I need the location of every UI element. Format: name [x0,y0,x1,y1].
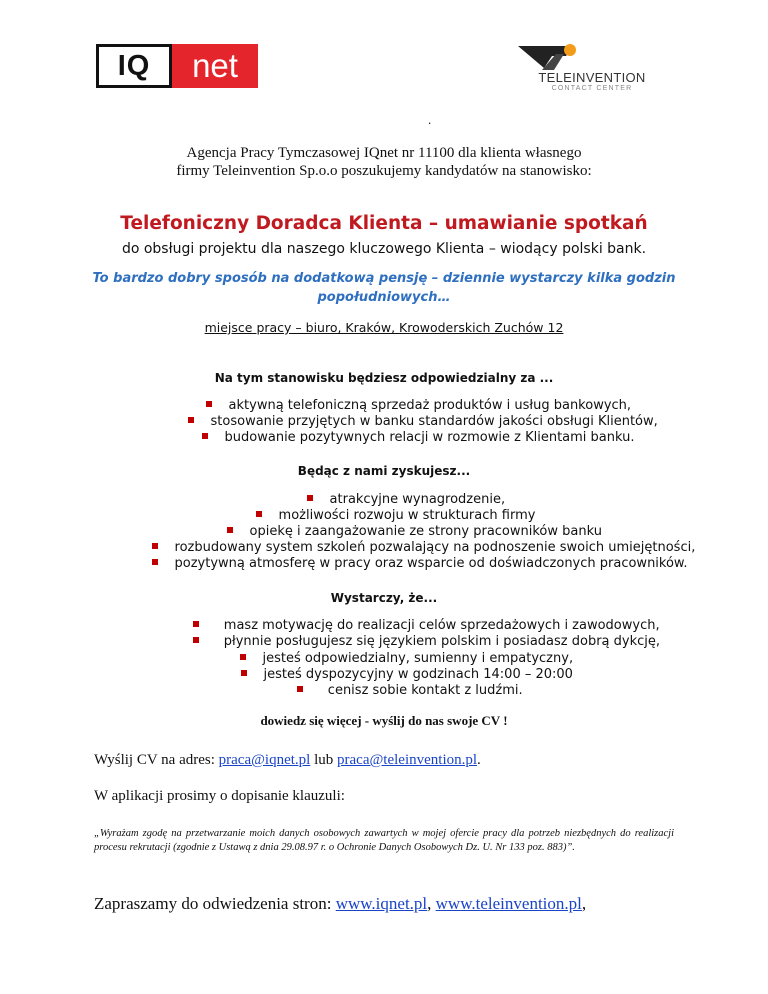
bullet-icon [193,621,199,627]
teleinvention-subtitle: CONTACT CENTER [551,85,633,92]
requirements-heading: Wystarczy, że... [330,591,438,605]
list-item: jesteś odpowiedzialny, sumienny i empatyczny, [240,650,573,667]
iqnet-logo-net: net [172,44,258,88]
stray-dot: . [428,112,432,127]
list-item: rozbudowany system szkoleń pozwalający na podnoszenie swoich umiejętności, [152,539,695,556]
list-item: możliwości rozwoju w strukturach firmy [256,507,535,524]
intro-line-2: firmy Teleinvention Sp.o.o poszukujemy kandydatów na stanowisko: [176,163,592,179]
email-link-iqnet[interactable]: praca@iqnet.pl [218,752,311,768]
workplace [0,320,768,335]
website-link-iqnet[interactable]: www.iqnet.pl [335,894,428,913]
bullet-icon [297,686,303,692]
bullet-icon [227,527,233,533]
teleinvention-name: TELEINVENTION [538,70,646,85]
bullet-icon [202,433,208,439]
list-item: opiekę i zaangażowanie ze strony pracowników banku [227,523,602,540]
clause-request: W aplikacji prosimy o dopisanie klauzuli: [94,788,345,804]
list-item: masz motywację do realizacji celów sprzedażowych i zawodowych, [193,617,660,634]
highlight-text [0,269,768,307]
cta-text: dowiedz się więcej - wyślij do nas swoje CV ! [260,713,508,728]
website-link-teleinvention[interactable]: www.teleinvention.pl [435,894,582,913]
list-item: cenisz sobie kontakt z ludźmi. [297,682,523,699]
bullet-icon [206,401,212,407]
bullet-icon [241,670,247,676]
list-item: budowanie pozytywnych relacji w rozmowie z Klientami banku. [202,429,635,446]
bullet-icon [188,417,194,423]
bullet-icon [307,495,313,501]
list-item: płynnie posługujesz się językiem polskim i posiadasz dobrą dykcję, [193,633,660,650]
job-title: Telefoniczny Doradca Klienta – umawianie spotkań [120,213,648,234]
bullet-icon [256,511,262,517]
list-item: jesteś dyspozycyjny w godzinach 14:00 – 20:00 [241,666,573,683]
workplace-text: miejsce pracy – biuro, Kraków, Krowoderskich Zuchów 12 [204,320,564,335]
list-item: atrakcyjne wynagrodzenie, [307,491,505,508]
responsibilities-heading: Na tym stanowisku będziesz odpowiedzialny za ... [214,371,554,385]
intro-text [0,144,768,180]
bullet-icon [152,543,158,549]
contact-line: Wyślij CV na adres: praca@iqnet.pl lub praca@teleinvention.pl. [94,752,481,768]
websites-line: Zapraszamy do odwiedzenia stron: www.iqnet.pl, www.teleinvention.pl, [94,894,587,913]
bullet-icon [152,559,158,565]
list-item: pozytywną atmosferę w pracy oraz wsparcie od doświadczonych pracowników. [152,555,688,572]
job-subtitle: do obsługi projektu dla naszego kluczowego Klienta – wiodący polski bank. [121,241,647,257]
highlight-line-2: popołudniowych… [317,290,451,305]
privacy-clause: „Wyrażam zgodę na przetwarzanie moich danych osobowych zawartych w mojej ofercie pracy dla potrzeb niezbędnych do realizacji procesu rekrutacji (zgodnie z Ustawą z dnia 29.08.97 r. o Ochronie Danych Osobowych Dz. U. Nr 133 poz. 883)”. [94,828,674,853]
benefits-heading: Będąc z nami zyskujesz... [297,464,471,478]
list-item: aktywną telefoniczną sprzedaż produktów i usług bankowych, [206,397,631,414]
highlight-line-1: To bardzo dobry sposób na dodatkową pensję – dziennie wystarczy kilka godzin [92,271,676,286]
email-link-teleinvention[interactable]: praca@teleinvention.pl [337,752,478,768]
iqnet-logo-iq: IQ [96,44,172,88]
bullet-icon [193,637,199,643]
intro-line-1: Agencja Pracy Tymczasowej IQnet nr 11100 dla klienta własnego [186,145,582,161]
bullet-icon [240,654,246,660]
iqnet-logo [96,44,258,86]
list-item: stosowanie przyjętych w banku standardów jakości obsługi Klientów, [188,413,658,430]
